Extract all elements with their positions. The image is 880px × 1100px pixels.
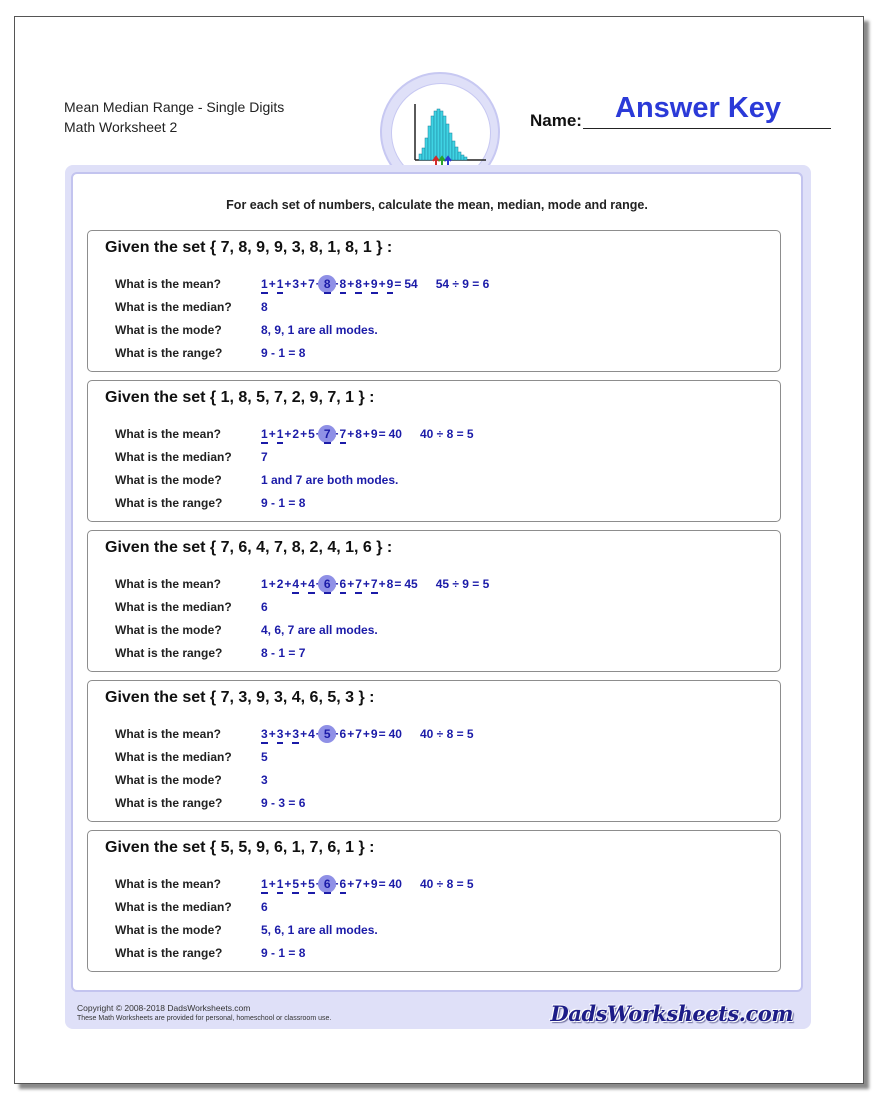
median-answer: 8 [261, 300, 268, 314]
sum-term: 6 [339, 877, 347, 891]
worksheet-frame [65, 165, 811, 1029]
sum-result: 45 [404, 577, 418, 591]
division-result: 40 ÷ 8 = 5 [419, 427, 474, 441]
sum-term: 7 [355, 877, 362, 891]
sum-term: 4 [308, 727, 315, 741]
sum-term: 3 [292, 727, 300, 741]
plus-sign: + [331, 427, 339, 441]
plus-sign: + [300, 277, 308, 291]
mode-answer: 8, 9, 1 are all modes. [261, 323, 378, 337]
sum-term: 6 [339, 577, 347, 591]
plus-sign: + [378, 577, 386, 591]
plus-sign: + [347, 577, 355, 591]
median-term: 8 [323, 277, 331, 291]
mode-answer: 4, 6, 7 are all modes. [261, 623, 378, 637]
usage-notice: These Math Worksheets are provided for personal, homeschool or classroom use. [77, 1015, 332, 1022]
plus-sign: + [268, 877, 276, 891]
sum-term: 7 [308, 277, 315, 291]
plus-sign: + [268, 727, 276, 741]
median-term: 5 [323, 727, 331, 741]
plus-sign: + [331, 577, 339, 591]
footer [65, 1001, 811, 1029]
sum-result: 54 [404, 277, 418, 291]
sum-term: 5 [308, 877, 315, 891]
worksheet-title [64, 97, 284, 137]
sum-term: 7 [355, 577, 362, 591]
problems-panel [71, 172, 803, 992]
worksheet-page [14, 16, 864, 1084]
mean-question: What is the mean? [115, 277, 222, 291]
division-result: 40 ÷ 8 = 5 [419, 727, 474, 741]
equals-sign: = [394, 277, 402, 291]
plus-sign: + [268, 277, 276, 291]
set-title: Given the set { 7, 3, 9, 3, 4, 6, 5, 3 } : [105, 689, 375, 706]
sum-term: 9 [370, 277, 378, 291]
median-term: 7 [323, 427, 331, 441]
sum-result: 40 [388, 877, 402, 891]
instructions: For each set of numbers, calculate the mean, median, mode and range. [226, 198, 648, 212]
median-answer: 7 [261, 450, 268, 464]
sum-result: 40 [388, 427, 402, 441]
plus-sign: + [347, 877, 355, 891]
plus-sign: + [331, 277, 339, 291]
range-answer: 9 - 1 = 8 [261, 946, 306, 960]
plus-sign: + [268, 577, 276, 591]
median-answer: 5 [261, 750, 268, 764]
set-title: Given the set { 7, 8, 9, 9, 3, 8, 1, 8, 1 } : [105, 239, 393, 256]
plus-sign: + [315, 877, 323, 891]
equals-sign: = [378, 727, 386, 741]
range-answer: 9 - 3 = 6 [261, 796, 306, 810]
plus-sign: + [300, 577, 308, 591]
mean-answer [261, 877, 474, 891]
sum-term: 4 [292, 577, 300, 591]
median-question: What is the median? [115, 300, 232, 314]
division-result: 40 ÷ 8 = 5 [419, 877, 474, 891]
sum-term: 8 [386, 577, 394, 591]
plus-sign: + [362, 577, 370, 591]
sum-term: 3 [276, 727, 284, 741]
problem-box [87, 230, 781, 372]
plus-sign: + [284, 277, 292, 291]
plus-sign: + [347, 727, 355, 741]
mean-answer [261, 277, 489, 291]
division-result: 54 ÷ 9 = 6 [435, 277, 490, 291]
plus-sign: + [362, 727, 370, 741]
answer-key-text: Answer Key [615, 92, 782, 124]
set-title: Given the set { 7, 6, 4, 7, 8, 2, 4, 1, 6 } : [105, 539, 393, 556]
copyright-text: Copyright © 2008-2018 DadsWorksheets.com [77, 1003, 251, 1013]
sum-term: 5 [292, 877, 300, 891]
median-term: 6 [323, 877, 331, 891]
sum-term: 6 [339, 727, 347, 741]
sum-term: 1 [276, 277, 284, 291]
median-question: What is the median? [115, 450, 232, 464]
sum-term: 8 [339, 277, 347, 291]
sum-term: 9 [370, 877, 378, 891]
plus-sign: + [315, 727, 323, 741]
mode-question: What is the mode? [115, 923, 222, 937]
problem-box [87, 530, 781, 672]
sum-term: 3 [261, 727, 268, 741]
set-title: Given the set { 1, 8, 5, 7, 2, 9, 7, 1 } : [105, 389, 375, 406]
range-question: What is the range? [115, 946, 223, 960]
range-question: What is the range? [115, 346, 223, 360]
range-answer: 9 - 1 = 8 [261, 346, 306, 360]
plus-sign: + [331, 727, 339, 741]
title-line-1: Mean Median Range - Single Digits [64, 99, 285, 115]
range-question: What is the range? [115, 646, 223, 660]
sum-term: 1 [261, 877, 268, 891]
plus-sign: + [347, 427, 355, 441]
sum-term: 2 [292, 427, 300, 441]
plus-sign: + [300, 427, 308, 441]
mean-answer [261, 577, 489, 591]
sum-term: 1 [276, 427, 284, 441]
mean-answer [261, 427, 474, 441]
equals-sign: = [378, 877, 386, 891]
mode-question: What is the mode? [115, 623, 222, 637]
mode-question: What is the mode? [115, 473, 222, 487]
mean-question: What is the mean? [115, 877, 222, 891]
plus-sign: + [300, 727, 308, 741]
mean-answer [261, 727, 474, 741]
plus-sign: + [284, 577, 292, 591]
equals-sign: = [378, 427, 386, 441]
sum-term: 1 [261, 577, 268, 591]
plus-sign: + [284, 727, 292, 741]
brand-logo: DadsWorksheets.com [550, 1001, 793, 1026]
sum-term: 7 [339, 427, 347, 441]
plus-sign: + [378, 277, 386, 291]
median-answer: 6 [261, 600, 268, 614]
problem-box [87, 680, 781, 822]
plus-sign: + [331, 877, 339, 891]
plus-sign: + [268, 427, 276, 441]
sum-term: 8 [355, 277, 362, 291]
mode-answer: 1 and 7 are both modes. [261, 473, 399, 487]
sum-term: 1 [261, 427, 268, 441]
sum-term: 7 [355, 727, 362, 741]
mode-question: What is the mode? [115, 773, 222, 787]
median-term: 6 [323, 577, 331, 591]
median-question: What is the median? [115, 600, 232, 614]
sum-term: 5 [308, 427, 315, 441]
range-question: What is the range? [115, 496, 223, 510]
plus-sign: + [284, 427, 292, 441]
name-label: Name: [530, 111, 582, 130]
range-question: What is the range? [115, 796, 223, 810]
median-answer: 6 [261, 900, 268, 914]
plus-sign: + [347, 277, 355, 291]
mode-question: What is the mode? [115, 323, 222, 337]
mean-question: What is the mean? [115, 727, 222, 741]
sum-term: 9 [386, 277, 394, 291]
equals-sign: = [394, 577, 402, 591]
name-underline [583, 128, 831, 129]
mean-question: What is the mean? [115, 427, 222, 441]
sum-term: 4 [308, 577, 315, 591]
division-result: 45 ÷ 9 = 5 [435, 577, 490, 591]
plus-sign: + [315, 277, 323, 291]
median-question: What is the median? [115, 900, 232, 914]
sum-term: 7 [370, 577, 378, 591]
mode-answer: 3 [261, 773, 268, 787]
range-answer: 9 - 1 = 8 [261, 496, 306, 510]
range-answer: 8 - 1 = 7 [261, 646, 306, 660]
title-line-2: Math Worksheet 2 [64, 119, 178, 135]
sum-term: 8 [355, 427, 362, 441]
median-question: What is the median? [115, 750, 232, 764]
sum-term: 9 [370, 727, 378, 741]
plus-sign: + [362, 427, 370, 441]
problem-box [87, 380, 781, 522]
sum-term: 9 [370, 427, 378, 441]
mean-question: What is the mean? [115, 577, 222, 591]
plus-sign: + [300, 877, 308, 891]
mode-answer: 5, 6, 1 are all modes. [261, 923, 378, 937]
plus-sign: + [362, 277, 370, 291]
sum-term: 1 [261, 277, 268, 291]
set-title: Given the set { 5, 5, 9, 6, 1, 7, 6, 1 } : [105, 839, 375, 856]
plus-sign: + [362, 877, 370, 891]
sum-term: 2 [276, 577, 284, 591]
sum-term: 1 [276, 877, 284, 891]
plus-sign: + [284, 877, 292, 891]
sum-result: 40 [388, 727, 402, 741]
plus-sign: + [315, 577, 323, 591]
sum-term: 3 [292, 277, 300, 291]
problem-box [87, 830, 781, 972]
plus-sign: + [315, 427, 323, 441]
